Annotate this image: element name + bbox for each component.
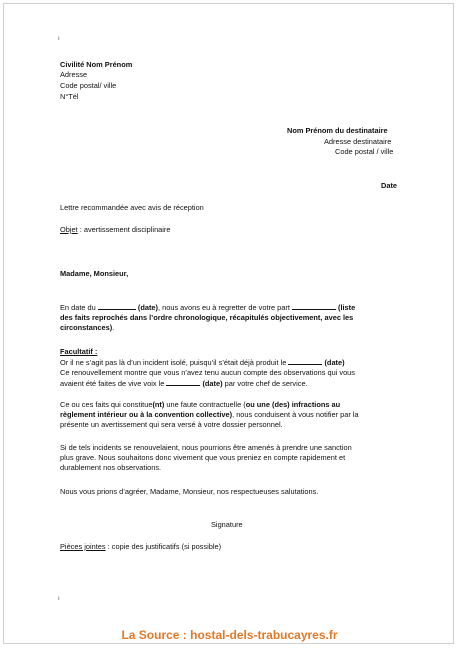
p2-plural: (nt) — [152, 400, 165, 409]
paragraph-consequences — [60, 443, 406, 473]
signature: Signature — [211, 520, 243, 529]
recipient-city: Code postal / ville — [335, 147, 394, 156]
object-label: Objet — [60, 225, 78, 234]
date-blank — [98, 302, 136, 310]
p3-line1: Si de tels incidents se renouvelaient, nous pourrions être amenés à prendre une sanction — [60, 443, 352, 452]
p3-line2: plus grave. Nous souhaitons donc vivement que vous preniez en compte rapidement et — [60, 453, 346, 462]
paragraph-warning — [60, 400, 406, 430]
object-line — [60, 225, 171, 235]
optional-date: (date) — [200, 379, 223, 388]
p2-text: Ce ou ces faits qui constitue — [60, 400, 153, 409]
attachments-text: : copie des justificatifs (si possible) — [105, 542, 222, 551]
p2-infractions: ou une (des) infractions au — [245, 400, 341, 409]
sender-phone: N°Tél — [60, 92, 79, 101]
p1-line2: des faits reprochés dans l’ordre chronologique, récapitulés objectivement, avec les — [60, 313, 354, 322]
optional-line3-end: par votre chef de service. — [222, 379, 308, 388]
optional-line3: avaient été faites de vive voix le — [60, 379, 167, 388]
corner-mark: ı — [58, 36, 60, 42]
optional-label: Facultatif : — [60, 347, 98, 356]
optional-section — [60, 347, 406, 389]
sender-name: Civilité Nom Prénom — [60, 60, 133, 69]
p2-text: une faute contractuelle ( — [164, 400, 246, 409]
p1-list: (liste — [335, 303, 356, 312]
p1-text: En date du — [60, 303, 98, 312]
facts-blank — [292, 302, 336, 310]
p2-line3: présente un avertissement qui sera versé à votre dossier personnel. — [60, 420, 283, 429]
attachments-line — [60, 542, 221, 552]
date-blank — [288, 357, 322, 365]
paragraph-facts — [60, 302, 406, 333]
registered-mail-line: Lettre recommandée avec avis de réception — [60, 203, 204, 212]
corner-mark: ı — [58, 596, 60, 602]
p1-end: . — [112, 323, 115, 332]
recipient-name: Nom Prénom du destinataire — [287, 126, 388, 135]
optional-date: (date) — [322, 358, 345, 367]
letter-page — [6, 6, 451, 625]
optional-line2: Ce renouvellement montre que vous n’avez tenu aucun compte des observations qui vous — [60, 368, 355, 377]
attachments-label: Pièces jointes — [60, 542, 106, 551]
p1-text: , nous avons eu à regretter de votre part — [158, 303, 292, 312]
p1-date: (date) — [135, 303, 158, 312]
source-footer: La Source : hostal-dels-trabucayres.fr — [121, 628, 338, 642]
sender-city: Code postal/ ville — [60, 81, 117, 90]
p1-line3: circonstances) — [60, 323, 113, 332]
date-label: Date — [381, 181, 398, 190]
salutation: Madame, Monsieur, — [60, 269, 129, 278]
optional-line1: Or il ne s’agit pas là d’un incident isolé, puisqu’il s’était déjà produit le — [60, 358, 289, 367]
p3-line3: durablement nos observations. — [60, 463, 162, 472]
sender-address: Adresse — [60, 70, 88, 79]
closing: Nous vous prions d’agréer, Madame, Monsieur, nos respectueuses salutations. — [60, 487, 319, 496]
date-blank — [166, 378, 200, 386]
p2-text: , nous conduisent à vous notifier par la — [232, 410, 359, 419]
object-text: : avertissement disciplinaire — [77, 225, 171, 234]
recipient-address: Adresse destinataire — [324, 137, 392, 146]
p2-rules: règlement intérieur ou à la convention collective) — [60, 410, 233, 419]
